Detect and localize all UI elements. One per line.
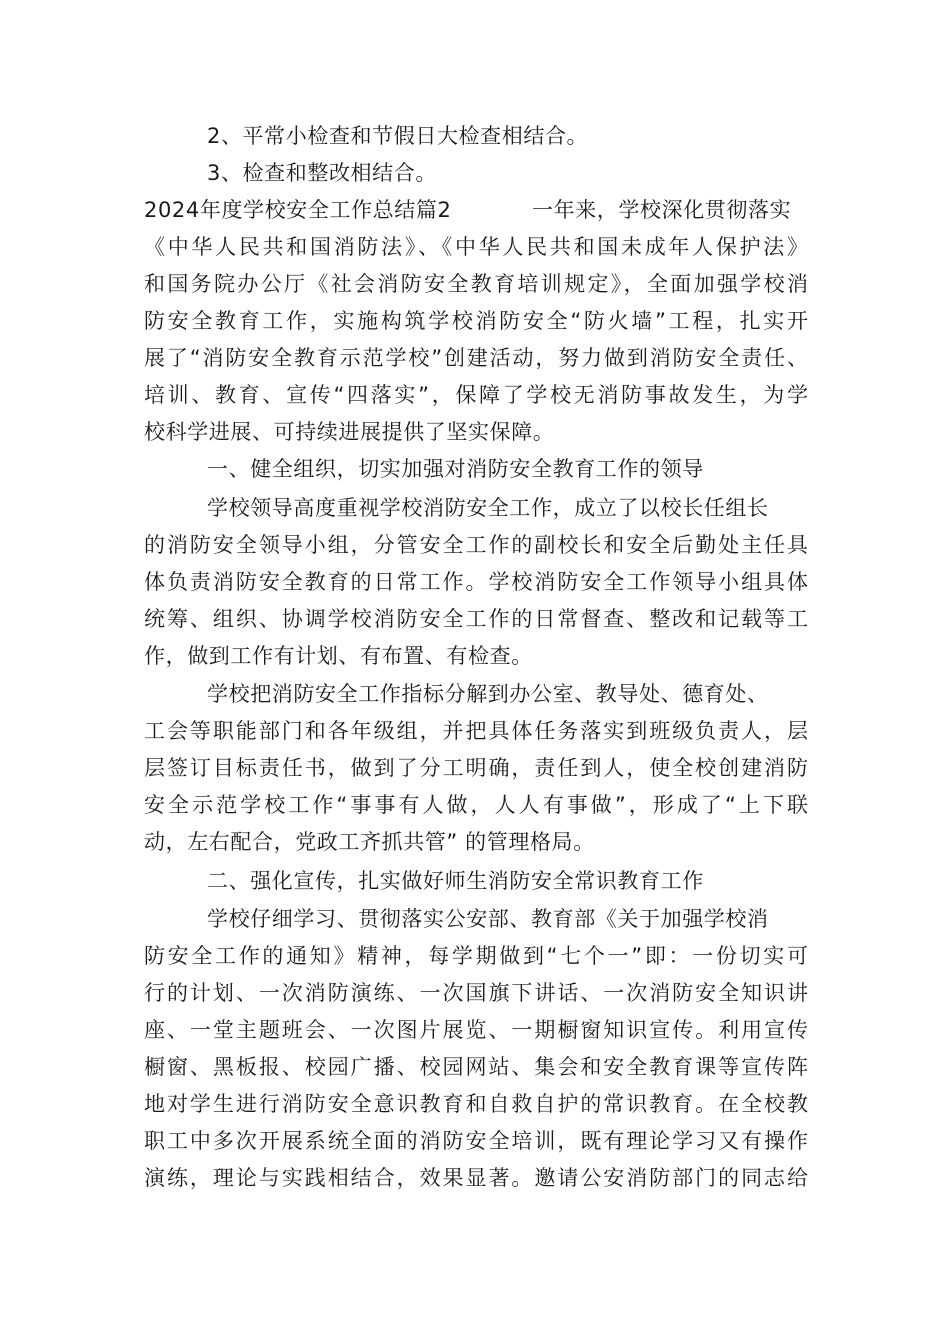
- para-1-line-5: 作，做到工作有计划、有布置、有检查。: [144, 644, 533, 668]
- para-2-line-3: 层签订目标责任书，做到了分工明确，责任到人，使全校创建消防: [144, 756, 808, 780]
- para-1-line-1: 学校领导高度重视学校消防安全工作，成立了以校长任组长: [207, 496, 769, 520]
- para-3-line-5: 橱窗、黑板报、校园广播、校园网站、集会和安全教育课等宣传阵: [144, 1055, 808, 1079]
- para-2-line-1: 学校把消防安全工作指标分解到办公室、教导处、德育处、: [207, 682, 769, 706]
- intro-line-2: 和国务院办公厅《社会消防安全教育培训规定》，全面加强学校消: [144, 272, 808, 296]
- list-item-2: 3、检查和整改相结合。: [207, 161, 437, 185]
- para-3-line-3: 行的计划、一次消防演练、一次国旗下讲话、一次消防安全知识讲: [144, 981, 808, 1005]
- para-3-line-8: 演练，理论与实践相结合，效果显著。邀请公安消防部门的同志给: [144, 1166, 808, 1190]
- intro-line-1: 《中华人民共和国消防法》、《中华人民共和国未成年人保护法》: [144, 235, 808, 259]
- para-2-line-5: 动，左右配合，党政工齐抓共管” 的管理格局。: [144, 830, 595, 854]
- para-3-line-2: 防安全工作的通知》精神，每学期做到“七个一”即：一份切实可: [144, 944, 808, 968]
- para-2-line-2: 工会等职能部门和各年级组，并把具体任务落实到班级负责人，层: [144, 719, 808, 743]
- para-1-line-4: 统筹、组织、协调学校消防安全工作的日常督查、整改和记载等工: [144, 607, 808, 631]
- intro-line-6: 校科学进展、可持续进展提供了坚实保障。: [144, 420, 555, 444]
- para-1-line-3: 体负责消防安全教育的日常工作。学校消防安全工作领导小组具体: [144, 570, 808, 594]
- para-3-line-1: 学校仔细学习、贯彻落实公安部、教育部《关于加强学校消: [207, 907, 769, 931]
- section-2-heading: 二、强化宣传，扎实做好师生消防安全常识教育工作: [207, 869, 704, 893]
- para-3-line-6: 地对学生进行消防安全意识教育和自救自护的常识教育。在全校教: [144, 1092, 808, 1116]
- para-3-line-7: 职工中多次开展系统全面的消防安全培训，既有理论学习又有操作: [144, 1129, 808, 1153]
- intro-line-5: 培训、教育、宣传“四落实”，保障了学校无消防事故发生，为学: [144, 383, 808, 407]
- list-item-1: 2、平常小检查和节假日大检查相结合。: [207, 124, 589, 148]
- intro-first-line: 一年来，学校深化贯彻落实: [532, 198, 792, 222]
- para-3-line-4: 座、一堂主题班会、一次图片展览、一期橱窗知识宣传。利用宣传: [144, 1018, 808, 1042]
- section-1-heading: 一、健全组织，切实加强对消防安全教育工作的领导: [207, 457, 704, 481]
- para-1-line-2: 的消防安全领导小组，分管安全工作的副校长和安全后勤处主任具: [144, 533, 808, 557]
- intro-line-3: 防安全教育工作，实施构筑学校消防安全“防火墙”工程，扎实开: [144, 309, 808, 333]
- article-title: 2024年度学校安全工作总结篇2: [144, 198, 452, 222]
- para-2-line-4: 安全示范学校工作“事事有人做，人人有事做”，形成了“上下联: [144, 793, 808, 817]
- intro-line-4: 展了“消防安全教育示范学校”创建活动，努力做到消防安全责任、: [144, 346, 808, 370]
